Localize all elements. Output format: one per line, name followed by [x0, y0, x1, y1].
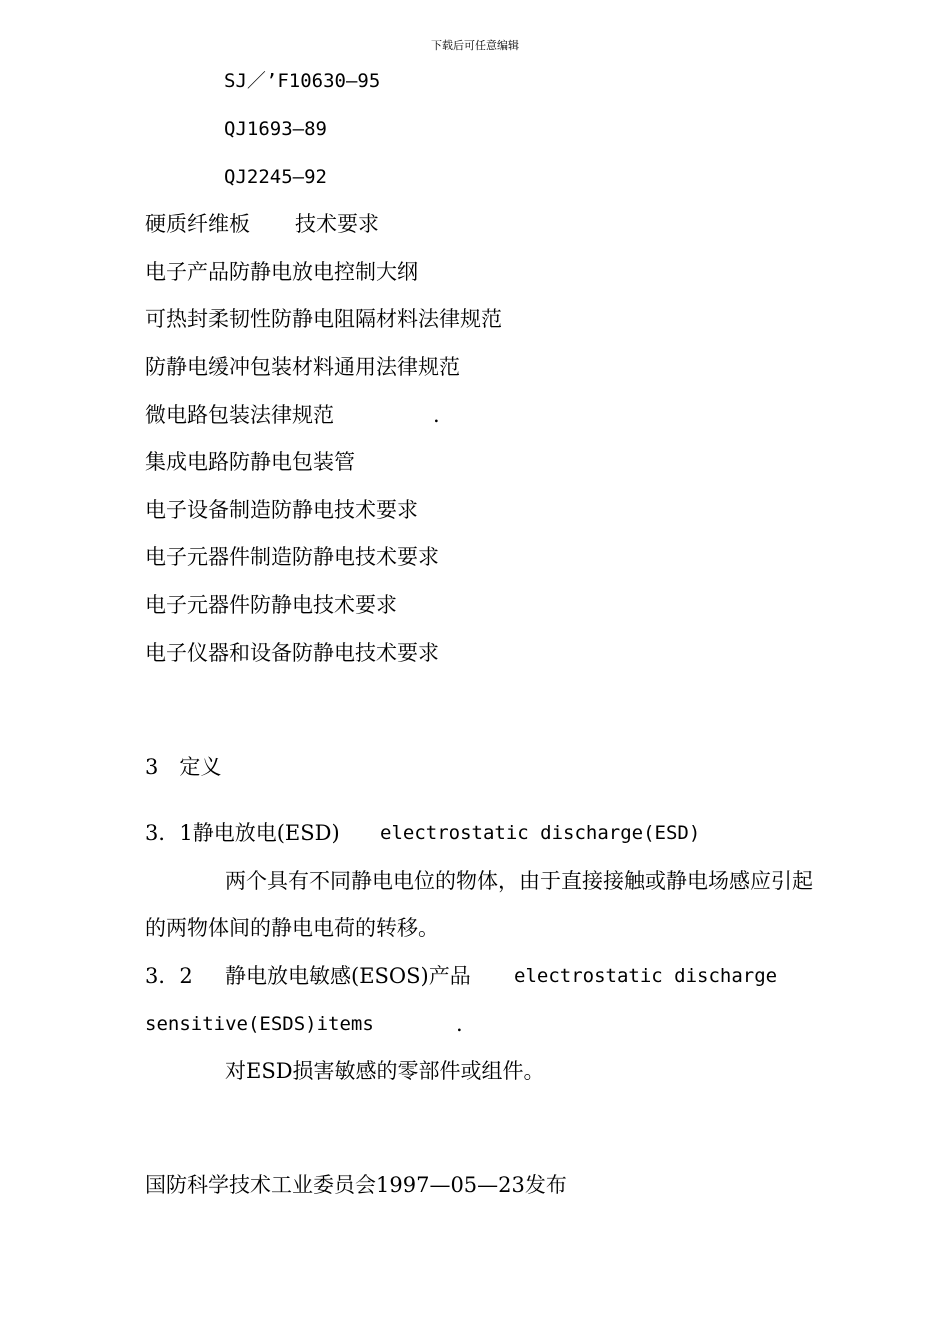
term-3-2-definition: 对ESD损害敏感的零部件或组件。 — [225, 1059, 545, 1083]
term-3-1-definition: 两个具有不同静电电位的物体，由于直接接触或静电场感应引起 — [225, 869, 813, 893]
reference-code: SJ／’F10630—95 — [224, 70, 381, 92]
page-header-note: 下载后可任意编辑 — [431, 39, 519, 52]
standard-title: 可热封柔韧性防静电阻隔材料法律规范 — [145, 307, 502, 331]
standard-title: 微电路包装法律规范 — [145, 403, 334, 427]
reference-code: QJ2245—92 — [224, 166, 327, 188]
reference-code: QJ1693—89 — [224, 118, 327, 140]
standard-title: 电子元器件制造防静电技术要求 — [145, 545, 439, 569]
stray-dot: . — [433, 403, 440, 427]
term-3-1-label: 3．1静电放电(ESD) — [145, 821, 340, 845]
term-3-2-chinese: 静电放电敏感(ESOS)产品 — [225, 964, 471, 988]
term-3-2-number: 3．2 — [145, 964, 193, 988]
issuer-statement: 国防科学技术工业委员会1997—05—23发布 — [145, 1173, 567, 1197]
term-3-2-english: electrostatic discharge — [514, 965, 778, 987]
standard-title: 电子仪器和设备防静电技术要求 — [145, 641, 439, 665]
standard-title: 防静电缓冲包装材料通用法律规范 — [145, 355, 460, 379]
section-heading: 3 定义 — [145, 755, 222, 779]
term-3-1-english: electrostatic discharge(ESD) — [380, 822, 701, 844]
standard-title: 硬质纤维板 — [145, 212, 250, 236]
standard-title: 电子设备制造防静电技术要求 — [145, 498, 418, 522]
term-3-2-english-cont: sensitive(ESDS)items — [145, 1013, 374, 1035]
standard-title: 电子元器件防静电技术要求 — [145, 593, 397, 617]
standard-title-suffix: 技术要求 — [295, 212, 379, 236]
standard-title: 集成电路防静电包装管 — [145, 450, 355, 474]
term-3-1-definition-cont: 的两物体间的静电电荷的转移。 — [145, 916, 439, 940]
stray-dot: . — [456, 1012, 463, 1036]
standard-title: 电子产品防静电放电控制大纲 — [145, 260, 418, 284]
